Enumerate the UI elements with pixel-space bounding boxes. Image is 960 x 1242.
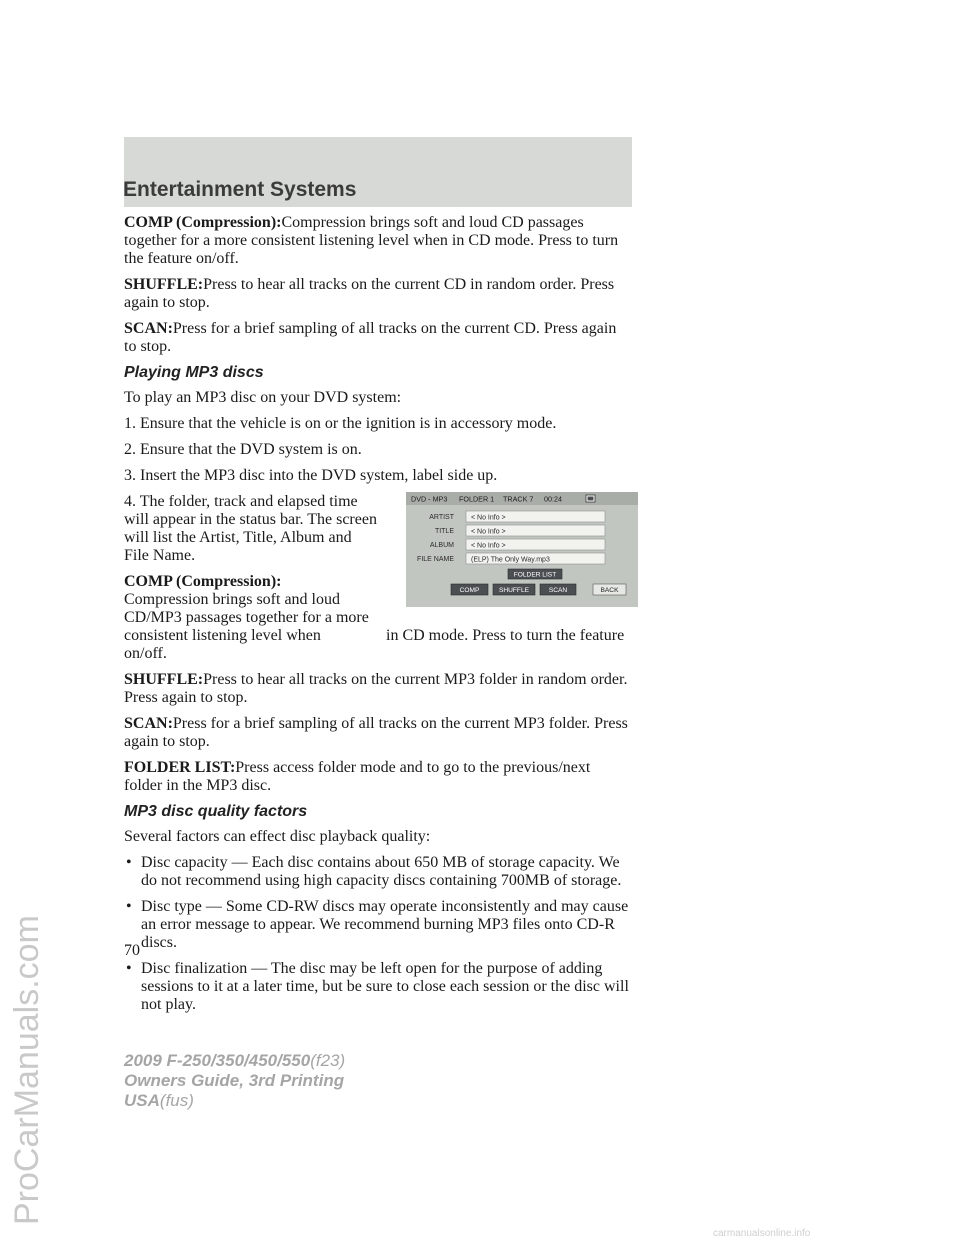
intro-shuffle-term: SHUFFLE: (124, 276, 204, 293)
bullet-text: Disc type — Some CD-RW discs may operate inconsistently and may cause an error message to appear. We recommend burning MP3 files onto CD-R discs. (141, 898, 629, 951)
status-track: TRACK 7 (503, 494, 534, 504)
bullet-glyph: • (126, 898, 132, 915)
footer-line-2: Owners Guide, 3rd Printing (124, 1071, 345, 1090)
footer-market: USA (124, 1091, 160, 1110)
quality-lead: Several factors can effect disc playback quality: (124, 828, 431, 845)
footer-model-code: (f23) (310, 1051, 346, 1070)
status-folder: FOLDER 1 (459, 494, 495, 504)
shuffle-button-label: SHUFFLE (498, 587, 530, 594)
intro-scan-term: SCAN: (124, 320, 173, 337)
mp3-step-4: 4. The folder, track and elapsed time will appear in the status bar. The screen will list the Artist, Title, Album and File Name. (124, 493, 377, 564)
field-value-artist: < No Info > (471, 514, 506, 522)
footer-model: 2009 F-250/350/450/550 (124, 1051, 311, 1070)
mp3-comp-term: COMP (Compression): (124, 573, 282, 590)
quality-heading: MP3 disc quality factors (124, 803, 308, 820)
comp-button[interactable] (451, 584, 488, 595)
mp3-step-2: 2. Ensure that the DVD system is on. (124, 441, 362, 458)
dvd-screen-svg (406, 492, 638, 607)
dvd-screen-figure (406, 492, 638, 607)
status-time: 00:24 (544, 494, 562, 504)
folder-list-button[interactable] (508, 569, 562, 579)
intro-scan-text: Press for a brief sampling of all tracks on the current CD. Press again to stop. (124, 320, 617, 355)
mp3-step-1: 1. Ensure that the vehicle is on or the ignition is in accessory mode. (124, 415, 557, 432)
shuffle-button[interactable] (493, 584, 535, 595)
mp3-folder-list (124, 759, 632, 795)
mp3-heading: Playing MP3 discs (124, 364, 264, 381)
mp3-folder-list-term: FOLDER LIST: (124, 759, 236, 776)
list-item (124, 960, 632, 1014)
scan-button-label: SCAN (548, 587, 568, 594)
comp-button-label: COMP (459, 587, 480, 594)
intro-comp-term: COMP (Compression): (124, 214, 282, 231)
field-value-album: < No Info > (471, 542, 506, 550)
field-value-file-name: (ELP) The Only Way.mp3 (471, 556, 550, 564)
field-label-title: TITLE (434, 528, 454, 535)
print-footer (124, 1051, 345, 1111)
footer-line-3 (124, 1091, 345, 1111)
page-number: 70 (124, 942, 140, 959)
list-item (124, 898, 632, 952)
disc-indicator-icon (586, 495, 595, 502)
mp3-shuffle (124, 671, 632, 707)
mp3-shuffle-text: Press to hear all tracks on the current MP3 folder in random order. Press again to stop. (124, 671, 628, 706)
mp3-scan-term: SCAN: (124, 715, 173, 732)
mp3-folder-list-text: Press access folder mode and to go to the previous/next folder in the MP3 disc. (124, 759, 591, 794)
intro-scan (124, 320, 632, 356)
mp3-scan (124, 715, 632, 751)
mp3-scan-text: Press for a brief sampling of all tracks on the current MP3 folder. Press again to stop. (124, 715, 628, 750)
quality-bullets (124, 854, 632, 1014)
screen-figure-block (124, 493, 632, 663)
footer-line-1 (124, 1051, 345, 1071)
mp3-shuffle-term: SHUFFLE: (124, 671, 204, 688)
bullet-glyph: • (126, 960, 132, 977)
list-item (124, 854, 632, 890)
intro-comp-text: Compression brings soft and loud CD passages together for a more consistent listening level when in CD mode. Press to turn the feature on/off. (124, 214, 619, 267)
field-label-file-name: FILE NAME (417, 556, 454, 563)
scan-button[interactable] (540, 584, 576, 595)
status-source: DVD - MP3 (411, 494, 448, 504)
mp3-comp-text-b: in CD mode. Press to turn the feature on/off. (124, 627, 625, 662)
page-content (124, 214, 632, 1022)
field-label-album: ALBUM (429, 542, 454, 549)
intro-shuffle-text: Press to hear all tracks on the current CD in random order. Press again to stop. (124, 276, 615, 311)
intro-shuffle (124, 276, 632, 312)
page-title: Entertainment Systems (123, 178, 357, 201)
mp3-lead: To play an MP3 disc on your DVD system: (124, 389, 402, 406)
folder-list-label: FOLDER LIST (513, 571, 557, 579)
mp3-comp-text-a: Compression brings soft and loud CD/MP3 passages together for a more consistent listening level when (124, 591, 369, 644)
bullet-glyph: • (126, 854, 132, 871)
bullet-text: Disc finalization — The disc may be left open for the purpose of adding sessions to it at a later time, but be sure to close each session or the disc will not play. (141, 960, 629, 1013)
footer-market-code: (fus) (159, 1091, 194, 1110)
field-value-title: < No Info > (471, 528, 506, 536)
mp3-step-3: 3. Insert the MP3 disc into the DVD system, label side up. (124, 467, 498, 484)
bullet-text: Disc capacity — Each disc contains about 650 MB of storage capacity. We do not recommend using high capacity discs containing 700MB of storage. (141, 854, 622, 889)
back-button-label: BACK (600, 587, 619, 594)
back-button[interactable] (593, 584, 626, 595)
side-watermark: ProCarManuals.com (8, 915, 46, 1225)
bottom-url: carmanualsonline.info (713, 1228, 811, 1239)
intro-comp (124, 214, 632, 268)
field-label-artist: ARTIST (429, 514, 454, 521)
